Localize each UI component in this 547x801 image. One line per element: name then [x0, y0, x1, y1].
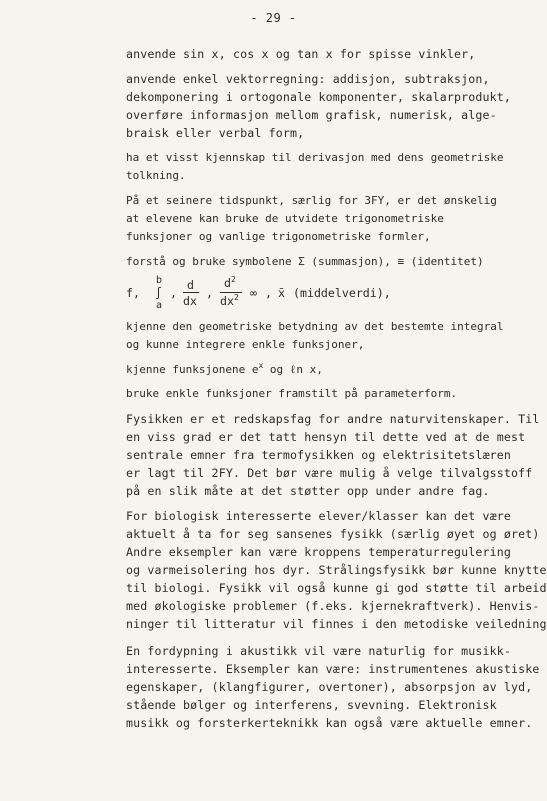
xbar-symbol: x̄	[278, 286, 285, 300]
text-line: anvende sin x, cos x og tan x for spisse vinkler,	[126, 47, 476, 61]
text-line: kjenne den geometriske betydning av det bestemte integral	[126, 320, 504, 333]
text-line: En fordypning i akustikk vil være naturlig for musikk-	[126, 644, 512, 658]
text-line: ninger til litteratur vil finnes i den metodiske veiledning	[126, 617, 547, 631]
text-line: dekomponering i ortogonale komponenter, skalarprodukt,	[126, 90, 512, 104]
text-line: egenskaper, (klangfigurer, overtoner), absorpsjon av lyd,	[126, 680, 533, 694]
math-separator: ,	[206, 286, 213, 300]
text-line: tolkning.	[126, 169, 186, 182]
text-line: aktuelt å ta for seg sansenes fysikk (særlig øyet og øret)	[126, 527, 540, 541]
text-line: og varmeisolering hos dyr. Strålingsfysikk bør kunne knytte	[126, 563, 547, 577]
second-derivative-denominator: $dx^2$	[220, 293, 239, 308]
text-line: en viss grad er det tatt hensyn til dette ved at de mest	[126, 430, 526, 444]
text-line: funksjoner og vanlige trigonometriske formler,	[126, 230, 431, 243]
math-separator: ,	[170, 286, 177, 300]
integral-sign: ∫	[155, 286, 162, 300]
text-line: kjenne funksjonene $e^x$ og ℓn x,	[126, 361, 323, 376]
text-line: at elevene kan bruke de utvidete trigonometriske	[126, 212, 444, 225]
text-line: på en slik måte at det støtter opp under andre fag.	[126, 484, 490, 498]
text-line: Andre eksempler kan være kroppens temperaturregulering	[126, 545, 512, 559]
derivative-denominator: dx	[183, 294, 197, 308]
text-line: overføre informasjon mellom grafisk, numerisk, alge-	[126, 108, 497, 122]
text-line: til biologi. Fysikk vil også kunne gi god støtte til arbeid	[126, 581, 547, 595]
text-line: bruke enkle funksjoner framstilt på parameterform.	[126, 387, 458, 400]
xbar-label: (middelverdi),	[293, 286, 391, 300]
text-line: musikk og forsterkerteknikk kan også være aktuelle emner.	[126, 716, 533, 730]
text-line: med økologiske problemer (f.eks. kjernekraftverk). Henvis-	[126, 599, 540, 613]
text-line: braisk eller verbal form,	[126, 126, 305, 140]
math-separator: ,	[265, 286, 272, 300]
integral-lower-limit: a	[156, 300, 163, 311]
text-line: anvende enkel vektorregning: addisjon, subtraksjon,	[126, 72, 490, 86]
page-number: - 29 -	[250, 11, 297, 25]
text-line: stående bølger og interferens, svevning. Elektronisk	[126, 698, 497, 712]
math-prime: f,	[126, 286, 140, 300]
text-line: og kunne integrere enkle funksjoner,	[126, 338, 365, 351]
math-symbols-line	[126, 273, 546, 313]
second-derivative-numerator: $d^2$	[224, 275, 236, 290]
text-line: Fysikken er et redskapsfag for andre naturvitenskaper. Til	[126, 412, 540, 426]
text-line: sentrale emner fra termofysikken og elektrisitetslæren	[126, 448, 512, 462]
infinity-symbol: ∞	[250, 286, 257, 300]
text-line: På et seinere tidspunkt, særlig for 3FY, er det ønskelig	[126, 194, 497, 207]
text-line: er lagt til 2FY. Det bør være mulig å velge tilvalgsstoff	[126, 466, 533, 480]
derivative-numerator: d	[187, 278, 194, 292]
text-line: ha et visst kjennskap til derivasjon med dens geometriske	[126, 151, 504, 164]
text-line: For biologisk interesserte elever/klasser kan det være	[126, 509, 512, 523]
fraction-bar	[183, 292, 199, 293]
exponent: x	[258, 361, 264, 370]
text-line: forstå og bruke symbolene Σ (summasjon), ≡ (identitet)	[126, 255, 484, 268]
text-line: interesserte. Eksempler kan være: instrumentenes akustiske	[126, 662, 540, 676]
integral-upper-limit: b	[156, 275, 163, 286]
